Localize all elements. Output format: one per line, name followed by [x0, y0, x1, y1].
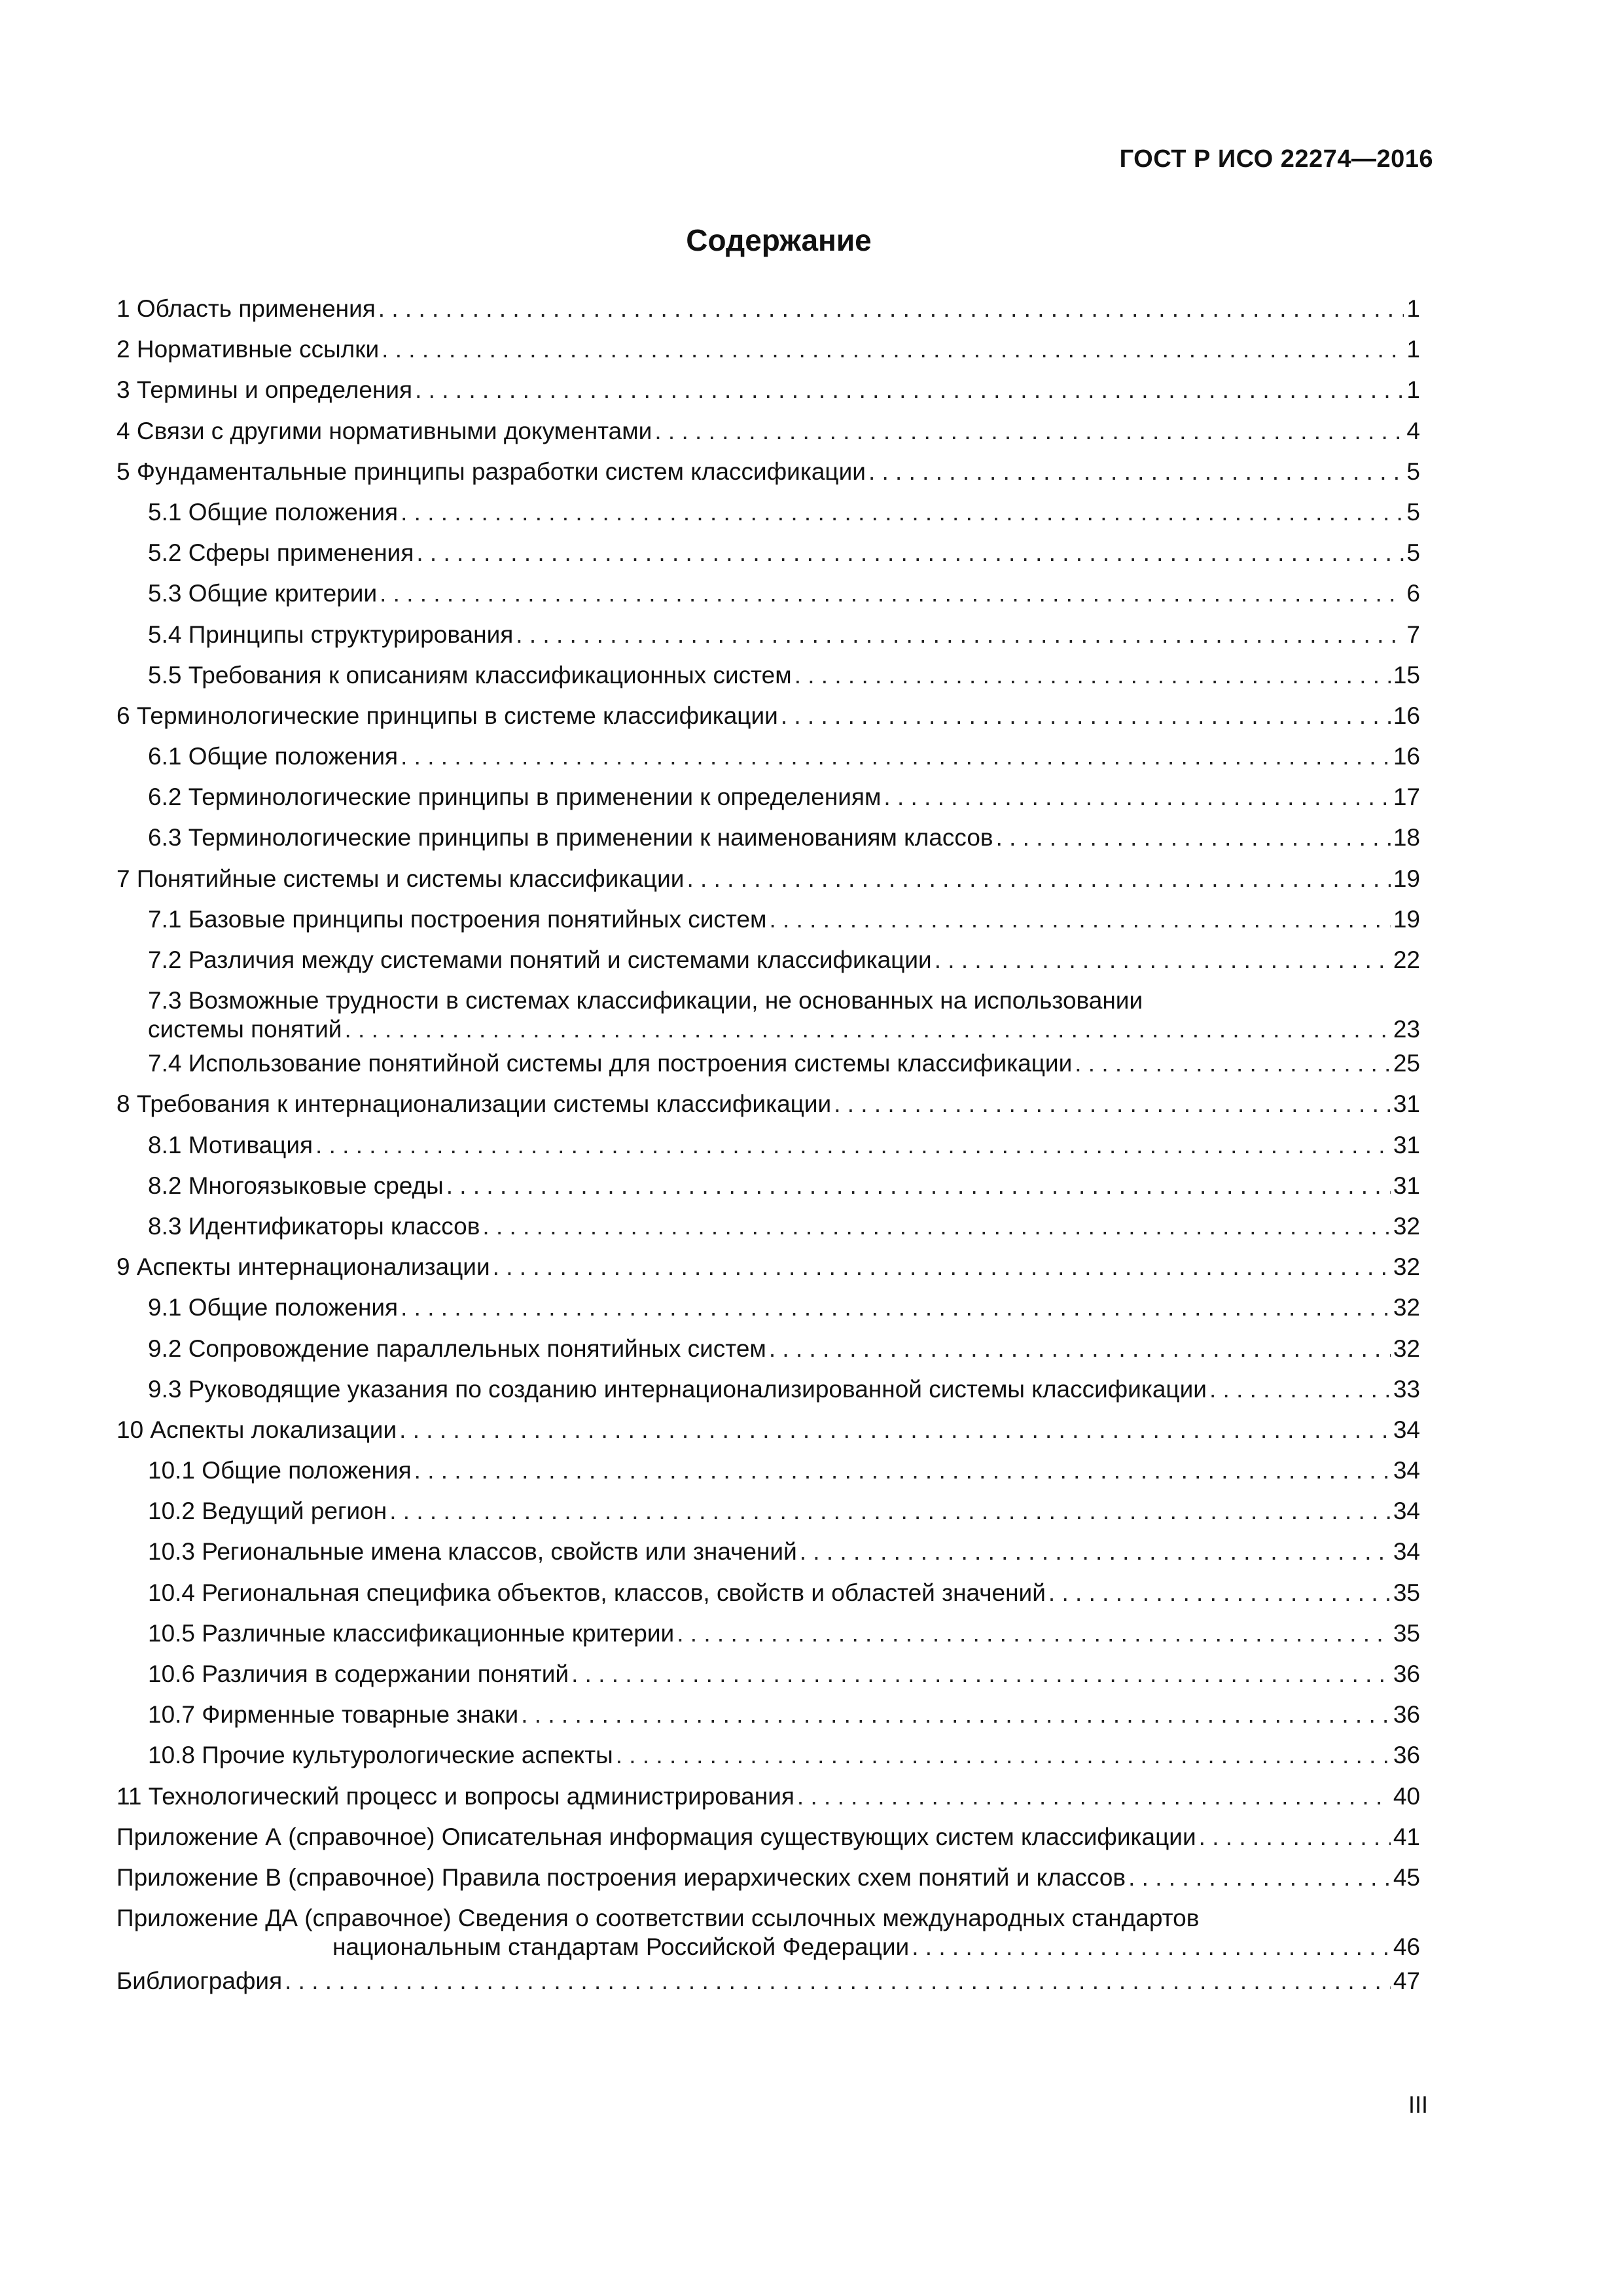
toc-entry-label: 7.3 Возможные трудности в системах классификации, не основанных на использовании [148, 987, 1143, 1014]
toc-entry-page: 16 [1393, 743, 1420, 770]
toc-entry[interactable] [116, 1371, 1420, 1412]
toc-entry-label: Приложение А (справочное) Описательная информация существующих систем классификации [116, 1823, 1196, 1850]
toc-entry-page: 31 [1393, 1172, 1420, 1199]
toc-entry-label-continued: системы понятий [148, 1016, 342, 1043]
toc-entry-label: 10.1 Общие положения [148, 1457, 412, 1484]
toc-entry[interactable] [116, 779, 1420, 819]
dot-leader [482, 1212, 1390, 1241]
dot-leader [769, 905, 1390, 934]
toc-entry-page: 32 [1393, 1294, 1420, 1321]
dot-leader [401, 1293, 1391, 1322]
toc-entry-label: 6.2 Терминологические принципы в применении к определениям [148, 783, 882, 811]
toc-entry-label: 9.1 Общие положения [148, 1294, 399, 1321]
dot-leader [883, 783, 1390, 812]
toc-entry[interactable] [116, 1493, 1420, 1534]
toc-entry-label: 9 Аспекты интернационализации [116, 1253, 490, 1281]
toc-entry[interactable] [116, 657, 1420, 698]
toc-entry[interactable] [116, 494, 1420, 535]
toc-entry-label: 10 Аспекты локализации [116, 1416, 397, 1443]
toc-entry-page: 31 [1393, 1090, 1420, 1118]
toc-entry[interactable] [116, 1737, 1420, 1778]
toc-entry-page: 18 [1393, 824, 1420, 852]
dot-leader [516, 620, 1404, 649]
toc-entry-label: 10.8 Прочие культурологические аспекты [148, 1742, 613, 1769]
toc-entry-label: 8.2 Многоязыковые среды [148, 1172, 444, 1199]
toc-entry-page: 22 [1393, 946, 1420, 973]
toc-entry-label: 10.3 Региональные имена классов, свойств или значений [148, 1538, 797, 1566]
toc-entry-page: 36 [1393, 1660, 1420, 1687]
toc-entry[interactable] [116, 901, 1420, 942]
toc-entry-label: 10.4 Региональная специфика объектов, классов, свойств и областей значений [148, 1579, 1046, 1606]
dot-leader [401, 742, 1391, 771]
toc-entry-page: 45 [1393, 1863, 1420, 1891]
toc-entry[interactable] [116, 372, 1420, 412]
dot-leader [1075, 1049, 1391, 1078]
toc-entry-label: 9.3 Руководящие указания по созданию интернационализированной системы классификации [148, 1375, 1207, 1403]
dot-leader [1209, 1375, 1391, 1404]
toc-entry[interactable] [116, 1696, 1420, 1737]
toc-entry-label: 8.1 Мотивация [148, 1131, 313, 1158]
toc-entry-label: 9.2 Сопровождение параллельных понятийных систем [148, 1335, 766, 1362]
dot-leader [912, 1933, 1391, 1962]
dot-leader [415, 376, 1404, 404]
toc-entry[interactable] [116, 1656, 1420, 1696]
toc-entry[interactable] [116, 1859, 1420, 1900]
dot-leader [401, 498, 1404, 527]
toc-entry-label: 10.7 Фирменные товарные знаки [148, 1701, 519, 1729]
toc-entry-page: 5 [1406, 539, 1420, 567]
dot-leader [315, 1131, 1391, 1160]
dot-leader [344, 1015, 1390, 1044]
toc-entry[interactable] [116, 1086, 1420, 1126]
toc-entry-label: 3 Термины и определения [116, 376, 413, 404]
toc-entry-page: 6 [1406, 580, 1420, 607]
dot-leader [800, 1537, 1391, 1566]
toc-entry-label: 5.2 Сферы применения [148, 539, 414, 567]
dot-leader [493, 1253, 1391, 1282]
toc-entry-label: 11 Технологический процесс и вопросы администрирования [116, 1782, 794, 1810]
dot-leader [1199, 1823, 1391, 1852]
toc-entry-page: 17 [1393, 783, 1420, 811]
dot-leader [781, 702, 1391, 730]
toc-entry[interactable] [116, 1575, 1420, 1615]
toc-entry-page: 32 [1393, 1335, 1420, 1362]
toc-entry-label: Приложение ДА (справочное) Сведения о соответствии ссылочных международных стандартов [116, 1905, 1200, 1932]
toc-entry[interactable] [116, 861, 1420, 901]
toc-entry[interactable] [116, 291, 1420, 331]
toc-entry-page: 36 [1393, 1742, 1420, 1769]
toc-entry-label: 5.5 Требования к описаниям классификационных систем [148, 661, 792, 689]
toc-entry[interactable] [116, 454, 1420, 494]
toc-entry[interactable] [116, 1963, 1420, 2003]
toc-entry[interactable] [116, 1045, 1420, 1086]
toc-entry-page: 31 [1393, 1131, 1420, 1158]
toc-entry[interactable] [116, 1615, 1420, 1656]
toc-entry-page: 16 [1393, 702, 1420, 729]
dot-leader [616, 1741, 1391, 1770]
toc-entry[interactable] [116, 1452, 1420, 1493]
toc-entry-page: 35 [1393, 1619, 1420, 1647]
toc-entry-label: 7.2 Различия между системами понятий и системами классификации [148, 946, 932, 973]
toc-entry[interactable] [116, 1127, 1420, 1168]
dot-leader [677, 1619, 1391, 1648]
toc-entry-label: Приложение В (справочное) Правила построения иерархических схем понятий и классов [116, 1863, 1126, 1891]
dot-leader [414, 1456, 1391, 1485]
toc-entry-label: 10.5 Различные классификационные критерии [148, 1619, 675, 1647]
toc-entry[interactable] [116, 1900, 1420, 1963]
toc-entry[interactable] [116, 819, 1420, 860]
toc-entry-label: 7 Понятийные системы и системы классификации [116, 865, 685, 892]
toc-entry-page: 34 [1393, 1416, 1420, 1443]
toc-entry[interactable] [116, 1331, 1420, 1371]
dot-leader [935, 946, 1391, 975]
dot-leader [769, 1335, 1391, 1363]
toc-entry-label-continued: национальным стандартам Российской Федерации [332, 1933, 910, 1961]
toc-entry-page: 1 [1406, 376, 1420, 404]
toc-entry-label: 8.3 Идентификаторы классов [148, 1212, 480, 1240]
toc-entry[interactable] [116, 1289, 1420, 1330]
toc-entry[interactable] [116, 1534, 1420, 1574]
toc-entry[interactable] [116, 1778, 1420, 1819]
dot-leader [654, 417, 1404, 446]
toc-entry-page: 47 [1393, 1967, 1420, 1995]
dot-leader [521, 1700, 1391, 1729]
toc-entry-label: 7.1 Базовые принципы построения понятийных систем [148, 905, 767, 933]
dot-leader [416, 539, 1404, 567]
dot-leader [868, 457, 1404, 486]
dot-leader [571, 1660, 1391, 1689]
toc-entry-label: 6 Терминологические принципы в системе классификации [116, 702, 778, 729]
toc-entry-label: 1 Область применения [116, 295, 376, 322]
toc-entry[interactable] [116, 535, 1420, 575]
toc-entry-label: 7.4 Использование понятийной системы для построения системы классификации [148, 1050, 1073, 1077]
toc-entry[interactable] [116, 1819, 1420, 1859]
toc-entry-label: 6.1 Общие положения [148, 743, 399, 770]
toc-entry[interactable] [116, 738, 1420, 779]
toc-entry-page: 4 [1406, 417, 1420, 444]
toc-entry-label: Библиография [116, 1967, 283, 1995]
toc-entry[interactable] [116, 331, 1420, 372]
toc-entry-label: 2 Нормативные ссылки [116, 336, 380, 363]
toc-entry[interactable] [116, 1208, 1420, 1249]
toc-entry[interactable] [116, 698, 1420, 738]
dot-leader [996, 823, 1391, 852]
dot-leader [687, 865, 1390, 893]
toc-entry-label: 10.6 Различия в содержании понятий [148, 1660, 569, 1687]
toc-title: Содержание [686, 223, 872, 257]
toc-entry-page: 46 [1393, 1933, 1420, 1961]
toc-entry-label: 5.1 Общие положения [148, 498, 399, 526]
toc-entry[interactable] [116, 617, 1420, 657]
page-number: III [1408, 2091, 1428, 2118]
toc-entry-page: 19 [1393, 865, 1420, 892]
dot-leader [380, 579, 1404, 608]
toc-entry-page: 5 [1406, 498, 1420, 526]
dot-leader [399, 1416, 1391, 1444]
toc-entry-label: 6.3 Терминологические принципы в применении к наименованиям классов [148, 824, 993, 852]
dot-leader [285, 1967, 1391, 1996]
dot-leader [797, 1782, 1391, 1811]
toc-entry-page: 15 [1393, 661, 1420, 689]
toc-entry[interactable] [116, 942, 1420, 982]
dot-leader [1128, 1863, 1391, 1892]
toc-entry-page: 1 [1406, 295, 1420, 322]
document-code: ГОСТ Р ИСО 22274—2016 [1119, 145, 1433, 173]
toc-entry-page: 5 [1406, 457, 1420, 485]
toc-entry-page: 19 [1393, 905, 1420, 933]
toc-entry-page: 36 [1393, 1701, 1420, 1729]
dot-leader [446, 1172, 1391, 1200]
toc-entry-label: 5.3 Общие критерии [148, 580, 378, 607]
dot-leader [794, 661, 1391, 690]
toc-entry-page: 40 [1393, 1782, 1420, 1810]
toc-entry-page: 32 [1393, 1212, 1420, 1240]
toc-entry-page: 33 [1393, 1375, 1420, 1403]
toc-entry-page: 7 [1406, 620, 1420, 648]
toc-entry[interactable] [116, 413, 1420, 454]
toc-entry-page: 25 [1393, 1050, 1420, 1077]
table-of-contents [116, 291, 1420, 2003]
toc-entry-label: 10.2 Ведущий регион [148, 1498, 387, 1525]
toc-entry-page: 34 [1393, 1538, 1420, 1566]
toc-entry-page: 32 [1393, 1253, 1420, 1281]
dot-leader [834, 1090, 1391, 1119]
toc-entry[interactable] [116, 1249, 1420, 1289]
toc-entry[interactable] [116, 1412, 1420, 1452]
toc-entry-label: 5 Фундаментальные принципы разработки систем классификации [116, 457, 866, 485]
dot-leader [382, 335, 1404, 364]
toc-entry-label: 8 Требования к интернационализации системы классификации [116, 1090, 832, 1118]
toc-entry-page: 41 [1393, 1823, 1420, 1850]
dot-leader [389, 1497, 1391, 1526]
toc-entry-page: 35 [1393, 1579, 1420, 1606]
toc-entry-page: 34 [1393, 1498, 1420, 1525]
toc-entry-page: 34 [1393, 1457, 1420, 1484]
toc-entry[interactable] [116, 982, 1420, 1045]
dot-leader [1048, 1579, 1391, 1607]
toc-entry-label: 4 Связи с другими нормативными документами [116, 417, 652, 444]
toc-entry-page: 1 [1406, 336, 1420, 363]
toc-entry-label: 5.4 Принципы структурирования [148, 620, 514, 648]
toc-entry[interactable] [116, 1168, 1420, 1208]
toc-entry-page: 23 [1393, 1016, 1420, 1043]
dot-leader [378, 295, 1404, 323]
toc-entry[interactable] [116, 575, 1420, 616]
